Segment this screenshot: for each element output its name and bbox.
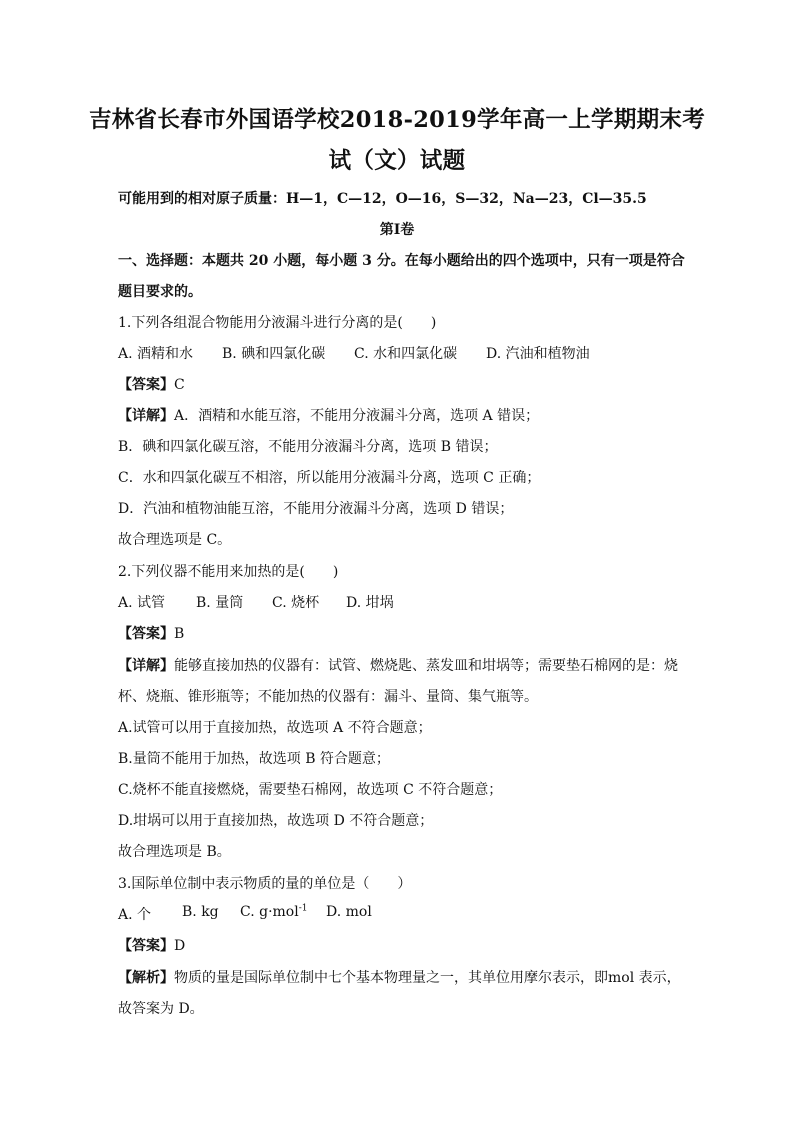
doc-title-line1: 吉林省长春市外国语学校2018-2019学年高一上学期期末考 [88, 107, 706, 133]
section-instructions-line1: 一、选择题：本题共 20 小题，每小题 3 分。在每小题给出的四个选项中，只有一项是符合 [118, 253, 685, 269]
q2-explain-line: B.量筒不能用于加热，故选项 B 符合题意； [118, 751, 390, 767]
explain-text: A．酒精和水能互溶，不能用分液漏斗分离，选项 A 错误； [174, 408, 540, 424]
q2-explain-line: D.坩埚可以用于直接加热，故选项 D 不符合题意； [118, 813, 434, 829]
q2-answer [118, 623, 184, 643]
q2-option-c: C. 烧杯 [272, 595, 320, 611]
answer-value: C [174, 377, 185, 393]
q1-option-c: C. 水和四氯化碳 [354, 346, 458, 362]
q1-option-d: D. 汽油和植物油 [486, 346, 590, 362]
q3-conclusion: 故答案为 D。 [118, 1001, 204, 1017]
q3-explain-line [118, 967, 681, 987]
q1-options [118, 343, 590, 363]
q2-explain-line: 杯、烧瓶、锥形瓶等；不能加热的仪器有：漏斗、量筒、集气瓶等。 [118, 689, 538, 705]
q1-option-b: B. 碘和四氯化碳 [222, 346, 326, 362]
q3-option-c [240, 904, 308, 920]
q2-option-a: A. 试管 [118, 595, 166, 611]
volume-label: 第Ⅰ卷 [379, 222, 415, 238]
q2-stem: 2.下列仪器不能用来加热的是( ) [118, 564, 339, 580]
q2-explain-line [118, 655, 678, 675]
q1-stem: 1.下列各组混合物能用分液漏斗进行分离的是( ) [118, 315, 437, 331]
q3-option-b: B. kg [182, 904, 219, 920]
q2-conclusion: 故合理选项是 B。 [118, 844, 231, 860]
q1-explain-line: C．水和四氯化碳互不相溶，所以能用分液漏斗分离，选项 C 正确； [118, 470, 541, 486]
q3-answer [118, 935, 185, 955]
answer-value: D [174, 938, 186, 954]
q1-explain-line: B．碘和四氯化碳互溶，不能用分液漏斗分离，选项 B 错误； [118, 439, 498, 455]
answer-tag: 【答案】 [118, 938, 174, 954]
q2-options [118, 592, 394, 612]
answer-tag: 【答案】 [118, 377, 174, 393]
q2-option-b: B. 量筒 [196, 595, 244, 611]
q2-explain-line: C.烧杯不能直接燃烧，需要垫石棉网，故选项 C 不符合题意； [118, 782, 503, 798]
answer-value: B [174, 626, 185, 642]
q3-option-d: D. mol [326, 904, 372, 920]
q3-option-c-text: C. g·mol [240, 904, 299, 920]
q1-answer [118, 374, 185, 394]
answer-tag: 【答案】 [118, 626, 174, 642]
explain-tag: 【解析】 [118, 970, 174, 986]
q3-option-c-superscript: -1 [298, 903, 308, 914]
q2-explain-line: A.试管可以用于直接加热，故选项 A 不符合题意； [118, 720, 432, 736]
q1-option-a: A. 酒精和水 [118, 346, 194, 362]
q2-option-d: D. 坩埚 [346, 595, 394, 611]
explain-tag: 【详解】 [118, 658, 174, 674]
q1-conclusion: 故合理选项是 C。 [118, 532, 232, 548]
q1-explain-line [118, 405, 539, 425]
q3-stem: 3.国际单位制中表示物质的量的单位是（ ） [118, 876, 412, 892]
explain-text: 物质的量是国际单位制中七个基本物理量之一，其单位用摩尔表示，即mol 表示， [174, 970, 681, 986]
explain-tag: 【详解】 [118, 408, 174, 424]
doc-title-line2: 试（文）试题 [328, 148, 466, 174]
q3-options [118, 903, 372, 924]
q1-explain-line: D．汽油和植物油能互溶，不能用分液漏斗分离，选项 D 错误； [118, 501, 514, 517]
q3-option-a: A. 个 [118, 907, 152, 923]
atomic-masses: 可能用到的相对原子质量：H—1，C—12，O—16，S—32，Na—23，Cl—35.5 [118, 191, 647, 207]
explain-text: 能够直接加热的仪器有：试管、燃烧匙、蒸发皿和坩埚等；需要垫石棉网的是：烧 [174, 658, 678, 674]
section-instructions-line2: 题目要求的。 [118, 284, 202, 300]
